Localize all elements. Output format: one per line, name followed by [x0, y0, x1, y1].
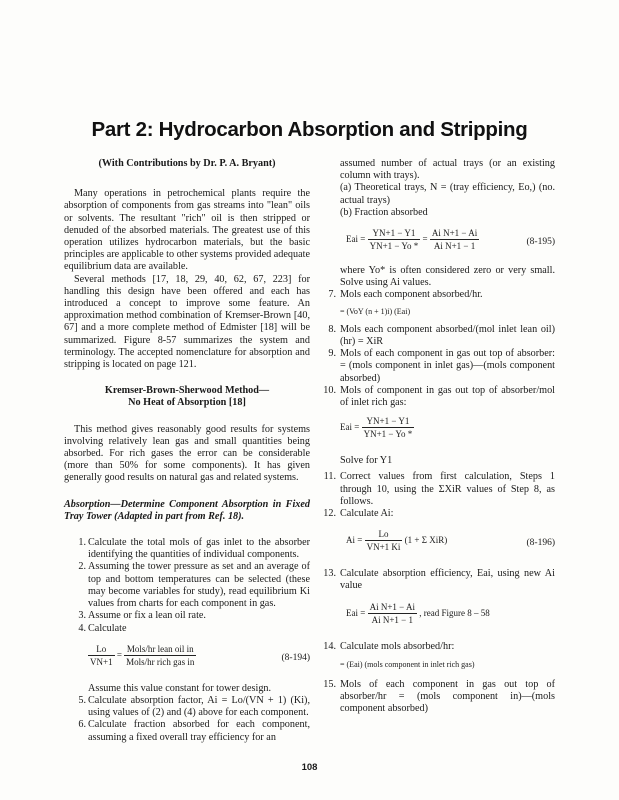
left-column — [64, 158, 310, 744]
list-item: 5. Calculate absorption factor, Ai = Lo/(VN + 1) (Ki), using values of (2) and (4) above for each component. — [78, 694, 310, 719]
list-item: 14. Calculate mols absorbed/hr: — [323, 640, 455, 652]
list-item: 1. Calculate the total mols of gas inlet to the absorber identifying the quantities of individual components. — [78, 537, 310, 561]
equation-step-7: = (VoY (n + 1)i) (Eai) — [340, 306, 411, 316]
list-item: 12. Calculate Ai: — [323, 508, 394, 520]
equation-8-194: $\frac{Lo}{VN+1}$ = $\frac{\text{Mols/hr lean oil in}}{\text{Mols/hr rich gas in}}$ (8-194) — [90, 643, 310, 667]
list-item: 6. Calculate fraction absorbed for each component, assuming a fixed overall tray efficiency for an — [78, 719, 310, 743]
equation-8-196: Ai = $\frac{Lo}{VN+1 Ki}$ (1 + Σ XiR) (8-196) — [346, 529, 555, 553]
absorption-heading: Absorption—Determine Component Absorption in Fixed Tray Tower (Adapted in part from Ref. 18). — [64, 498, 310, 522]
equation-number: (8-194) — [281, 652, 310, 663]
method-paragraph: This method gives reasonably good results for systems involving relatively lean gas and small quantities being absorbed. For rich gases the error can be considerable (more than 50% for some components). It has given generally good results on natural gas and related systems. — [64, 423, 310, 484]
assume-text: Assume this value constant for tower design. — [88, 682, 272, 694]
step-list — [64, 537, 310, 635]
list-item: 4. Calculate — [78, 622, 127, 634]
equation-number: (8-195) — [526, 237, 555, 248]
list-item: 10. Mols of component in gas out top of absorber/mol of inlet rich gas: — [323, 384, 555, 409]
where-text: where Yo* is often considered zero or very small. Solve using Ai values. — [340, 265, 555, 289]
list-item: 8. Mols each component absorbed/(mol inlet lean oil) (hr) = XiR — [328, 323, 555, 348]
method-heading: Kremser-Brown-Sherwood Method— — [104, 385, 270, 397]
list-item: 2. Assuming the tower pressure as set and an average of top and bottom temperatures can be selected (these may become variables for study), read equilibrium Ki values from charts for each component in gas. — [78, 561, 310, 610]
equation-step-10: Eai = $\frac{YN+1 - Y1}{YN+1 - Yo *}$ — [340, 416, 413, 440]
equation-8-195: Eai = $\frac{YN+1 - Y1}{YN+1 - Yo *}$ = $\frac{\text{Ai N+1 − Ai}}{\text{Ai N+1 − 1}}$ (8-195) — [346, 228, 555, 252]
intro-paragraph: Many operations in petrochemical plants require the absorption of components from gas streams into "lean" oils or solvents. The resultant "rich" oil is then stripped or denuded of the absorbed materials. The greatest use of this operation utilizes hydrocarbon materials, but the basic principles are applicable to other systems provided adequate equilibrium data are available. — [64, 188, 310, 273]
equation-number: (8-196) — [526, 538, 555, 549]
item-b: (b) Fraction absorbed — [340, 206, 428, 218]
page-number: 108 — [301, 762, 318, 773]
page-title: Part 2: Hydrocarbon Absorption and Stripping — [91, 118, 528, 141]
equation-step-13: Eai = $\frac{\text{Ai N+1 − Ai}}{\text{Ai N+1 − 1}}$ , read Figure 8 – 58 — [346, 601, 490, 625]
list-item: 3. Assume or fix a lean oil rate. — [78, 610, 206, 622]
list-item: 7. Mols each component absorbed/hr. — [328, 289, 483, 301]
item-a: (a) Theoretical trays, N = (tray efficiency, Eo,) (no. actual trays) — [340, 182, 555, 206]
list-item: 13. Calculate absorption efficiency, Eai, using new Ai value — [323, 568, 555, 592]
list-item: 11. Correct values from first calculation, Steps 1 through 10, using the ΣXiR values of Step 8, as follows. — [323, 471, 555, 507]
method-heading-line2: No Heat of Absorption [18] — [128, 397, 246, 409]
continued-text: assumed number of actual trays (or an existing column with trays). — [340, 158, 555, 182]
solve-text: Solve for Y1 — [340, 455, 393, 467]
step-list-continued — [64, 695, 310, 744]
methods-paragraph: Several methods [17, 18, 29, 40, 62, 67, 223] for handling this design have been offered and each has introduced a concept to improve some feature. An approximation method combination of Kremser-Brown [40, 67] and a more complete method of Edmister [18] will be summarized. Figure 8-57 summarizes the system and terminology. The accepted nomenclature for absorption and stripping is located on page 121. — [64, 273, 310, 371]
list-item: 9. Mols of each component in gas out top of absorber: = (mols component in inlet gas)—(mols component absorbed) — [328, 348, 555, 384]
list-item: 15. Mols of each component in gas out top of absorber/hr = (mols component in)—(mols component absorbed) — [323, 679, 555, 715]
equation-step-14: = (Eai) (mols component in inlet rich gas) — [340, 659, 475, 669]
right-column — [322, 158, 555, 716]
contribution-credit: (With Contributions by Dr. P. A. Bryant) — [98, 158, 276, 169]
